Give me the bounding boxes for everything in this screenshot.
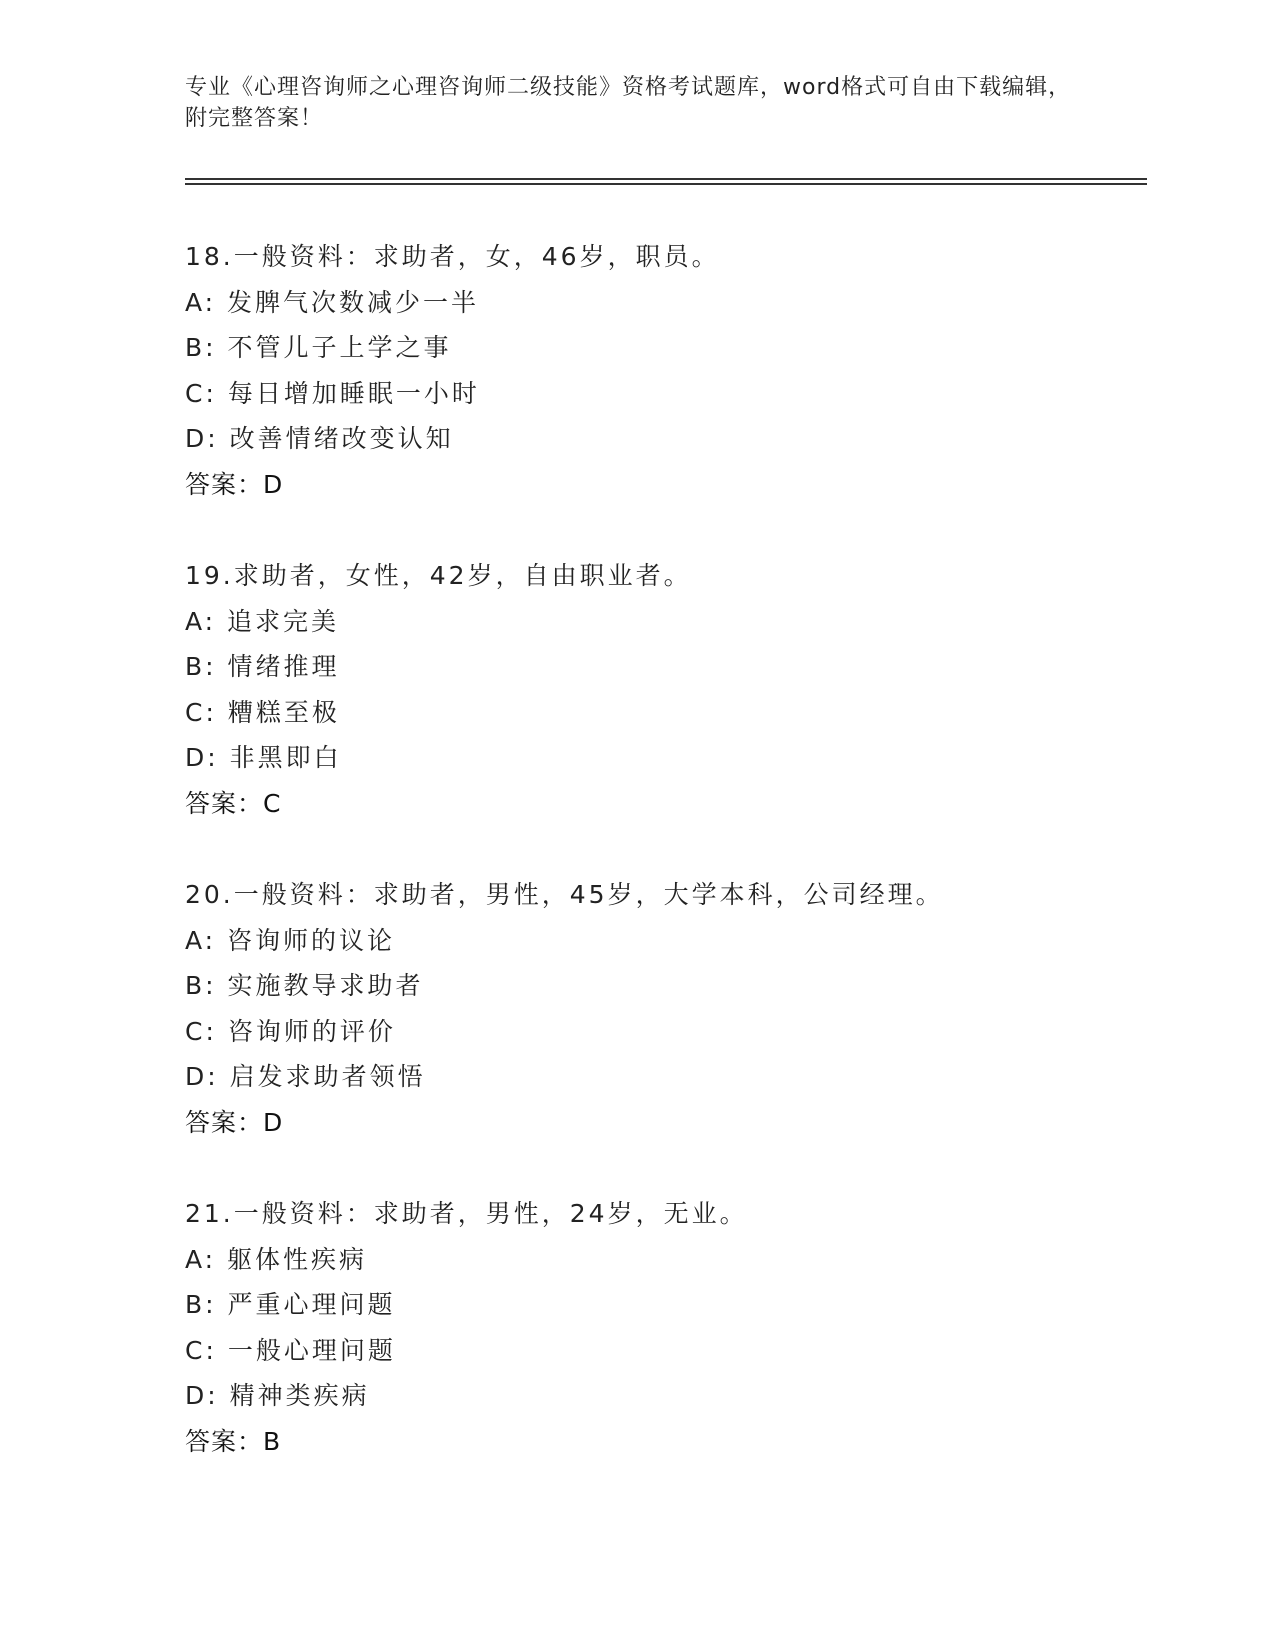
answer-line: 答案：C [185, 788, 282, 818]
option-c: C: 一般心理问题 [185, 1335, 396, 1365]
answer-line: 答案：B [185, 1426, 282, 1456]
option-a: A: 躯体性疾病 [185, 1244, 368, 1274]
option-d: D: 非黑即白 [185, 743, 342, 772]
question-block [185, 553, 1145, 826]
option-a: A: 追求完美 [185, 606, 340, 636]
option-c: C: 糟糕至极 [185, 697, 340, 727]
question-stem: 18.一般资料：求助者，女，46岁，职员。 [185, 242, 720, 271]
option-d: D: 改善情绪改变认知 [185, 424, 454, 453]
option-b: B: 不管儿子上学之事 [185, 333, 452, 362]
option-c: C: 每日增加睡眠一小时 [185, 378, 480, 408]
header-divider-top [185, 178, 1147, 180]
option-d: D: 启发求助者领悟 [185, 1062, 426, 1091]
question-block [185, 1191, 1145, 1464]
question-block [185, 234, 1145, 507]
answer-line: 答案：D [185, 469, 284, 499]
option-b: B: 实施教导求助者 [185, 971, 424, 1000]
question-block [185, 872, 1145, 1145]
document-header: 专业《心理咨询师之心理咨询师二级技能》资格考试题库，word格式可自由下载编辑，附完整答案！ [185, 75, 1072, 131]
header-divider-bottom [185, 183, 1147, 185]
question-stem: 19.求助者，女性，42岁，自由职业者。 [185, 561, 692, 590]
option-a: A: 咨询师的议论 [185, 925, 396, 955]
option-d: D: 精神类疾病 [185, 1381, 370, 1410]
option-a: A: 发脾气次数减少一半 [185, 287, 480, 317]
option-c: C: 咨询师的评价 [185, 1016, 396, 1046]
option-b: B: 严重心理问题 [185, 1290, 396, 1319]
answer-line: 答案：D [185, 1107, 284, 1137]
question-stem: 20.一般资料：求助者，男性，45岁，大学本科，公司经理。 [185, 880, 944, 909]
question-stem: 21.一般资料：求助者，男性，24岁，无业。 [185, 1199, 748, 1228]
option-b: B: 情绪推理 [185, 652, 340, 681]
